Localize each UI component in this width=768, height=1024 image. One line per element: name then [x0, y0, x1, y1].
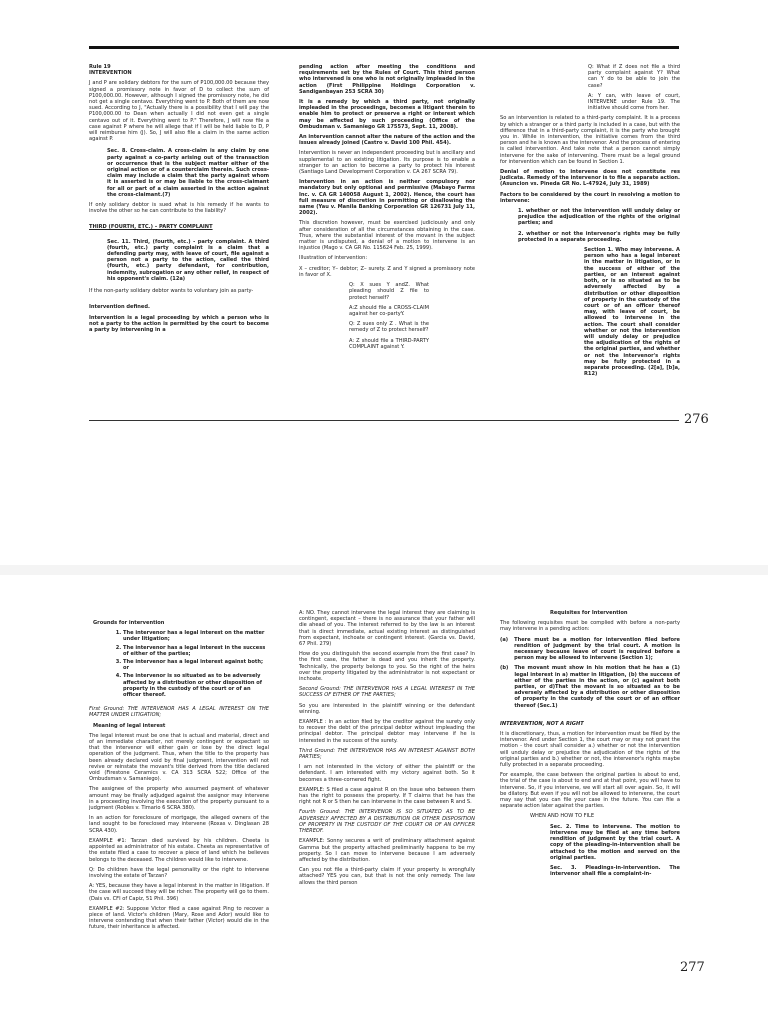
requisite-text: The movant must show in his motion that he has a (1) legal interest in a) matter in litigation, (b) the success of either of the parties in the action, or (c) against both parties, or d)That the movant is so situated as to be adversely affected by a distribution or other disposition of property in the custody of the court or of an officer thereof (Sec.1) [514, 665, 680, 709]
paragraph: I am not interested in the victory of either the plaintiff or the defendant. I am interested with my victory against both. So it becomes a three-cornered fight. [299, 764, 475, 783]
answer: A: Y can, with leave of court, INTERVENE under Rule 19. The initiative should come from her. [588, 92, 680, 112]
paragraph: For example, the case between the original parties is about to end, the trial of the case is about to end and at that point, you will have to intervene. So, if you intervene, we will start all over again. So, it will be dilatory. But even if you will not be allowed to intervene, the court may say that you can file your case in the future. You can file a separate action later against the parties. [500, 772, 680, 810]
section-11-third-party: Sec. 11. Third, (fourth, etc.) - party complaint. A third (fourth, etc.) party complaint is a claim that a defending party may, with leave of court, file against a person not a party to the action, called the third (fourth, etc.) party defendant, for contribution, indemnity, subrogation or any other relief, in respect of his opponent's claim. (12a) [107, 238, 269, 282]
intervention-definition: Intervention is a legal proceeding by which a person who is not a party to the action is permitted by the court to become a party by intervening in a [89, 314, 269, 333]
page2-column-1 [89, 620, 269, 935]
paragraph: An intervention cannot alter the nature of the action and the issues already joined (Castro v. David 100 Phil. 454). [299, 134, 475, 147]
paragraph: If the non-party solidary debtor wants to voluntary join as party- [89, 288, 254, 295]
section-3-pleadings: Sec. 3. Pleadings-in-intervention. The intervenor shall file a complaint-in- [550, 864, 680, 878]
paragraph: The legal interest must be one that is actual and material, direct and of an immediate character, not merely contingent or expectant so that the intervenor will either gain or lose by the direct legal operation of the judgment. Thus, when the title to the property has been already declared void by final judgment, intervention will not revive or reinstate the movant's title derived from the title declared void (Firestone Ceramics v. CA 313 SCRA 522; Office of the Ombudsman v. Samaniego). [89, 732, 269, 783]
second-ground: Second Ground: THE INTERVENOR HAS A LEGAL INTEREST IN THE SUCCESS OF EITHER OF THE PARTIES; [299, 686, 475, 699]
paragraph: A: YES, because they have a legal interest in the matter in litigation. If the case will succeed they will be richer. The property will go to them. (Dais vs. CFI of Capiz, 51 Phil. 396) [89, 883, 269, 902]
page-top-rule [89, 46, 679, 49]
third-party-heading: THIRD (FOURTH, ETC.) – PARTY COMPLAINT [89, 224, 213, 231]
ground-item: 4. The intervenor is so situated as to be adversely affected by a distribution or other disposition of property in the custody of the court or of an officer thereof. [123, 673, 269, 698]
ground-item: 3. The intervenor has a legal interest against both; or [123, 659, 269, 671]
rule-title: INTERVENTION [89, 70, 132, 77]
paragraph: It is a remedy by which a third party, not originally impleaded in the proceedings, becomes a litigant therein to enable him to protect or preserve a right or interest which may be affected by such proceeding (Office of the Ombudsman v. Samaniego GR 175573, Sept. 11, 2008). [299, 99, 475, 130]
page2-column-3 [500, 610, 680, 881]
section-2-time-to-intervene: Sec. 2. Time to intervene. The motion to intervene may be filed at any time before rendition of judgment by the trial court. A copy of the pleading-in-intervention shall be attached to the motion and served on the original parties. [550, 823, 680, 861]
when-how-heading: WHEN AND HOW TO FILE [530, 813, 595, 820]
grounds-heading: Grounds for intervention [93, 620, 165, 626]
requisites-heading: Requisites for Intervention [550, 610, 628, 616]
page1-column-2 [299, 64, 475, 354]
paragraph: So an intervention is related to a third-party complaint. It is a process by which a stranger or a third party is included in a case, but with the difference that in a third-party complaint, it is the party who brought you in. While in intervention, the initiative comes from the third person and he is known as the intervenor. And the process of entering is called intervention. And take note that a person cannot simply intervene for the sake of intervening. There must be a legal ground for intervention which can be found in Section 1. [500, 115, 680, 165]
paragraph: EXAMPLE: S filed a case against R on the issue who between them has the right to possess the property. If T claims that he has the right not R or S then he can intervene in the case between R and S. [299, 786, 475, 806]
page-gap [0, 565, 768, 575]
page2-column-2 [299, 610, 475, 890]
third-ground: Third Ground: THE INTERVENOR HAS AN INTEREST AGAINST BOTH PARTIES; [299, 747, 475, 761]
paragraph: Can you not file a third-party claim if your property is wrongfully attached? YES you can, but that is not the only remedy. The law allows the third person [299, 867, 475, 886]
paragraph: Intervention in an action is neither compulsory nor mandatory but only optional and permissive (Mabayo Farms Inc. v. CA GR 140058 August 1, 2002). Hence, the court has full measure of discretion in permitting or disallowing the same (Yau v. Manila Banking Corporation GR 126731 July 11, 2002). [299, 179, 475, 217]
paragraph: EXAMPLE #2: Suppose Victor filed a case against Ping to recover a piece of land. Victor's children (Mary, Rose and Ador) would like to intervene contending that when their father (Victor) would die in the future, their inheritance is affected. [89, 905, 269, 931]
not-a-right-heading: INTERVENTION, NOT A RIGHT [500, 720, 584, 727]
paragraph: J and P are solidary debtors for the sum of P100,000.00 because they signed a promissory note in favor of D to collect the sum of P100,000.00. However, although I signed the promissory note, he did not get a single centavo. Everything went to P. Both of them are now sued. According to J, "Actually there is a possibility that I will pay the P100,000.00 to Dean when actually I did not even get a single centavo out of it. Everything went to P." Therefore, J will now file a case against P where he will allege that if I will be held liable to D, P will reimburse him (J). So, J will also file a claim in the same action against P. [89, 80, 269, 143]
paragraph: How do you distinguish the second example from the first case? In the first case, the father is dead and you inherit the property. Technically, the property belongs to you. So the right of the heirs over the property litigated by the administrator is not expectant or inchoate. [299, 651, 475, 683]
ground-item: 1. The intervenor has a legal interest on the matter under litigation; [123, 630, 269, 642]
page-277 [0, 590, 768, 1024]
page1-column-3 [500, 64, 680, 381]
paragraph: The following requisites must be complied with before a non-party may intervene in a pending action: [500, 620, 680, 633]
paragraph: Denial of motion to intervene does not constitute res judicata. Remedy of the intervenor is to file a separate action. (Asuncion vs. Pineda GR No. L-47924, July 31, 1989) [500, 169, 680, 188]
paragraph: Factors to be considered by the court in resolving a motion to intervene: [500, 191, 680, 204]
meaning-heading: Meaning of legal interest [93, 722, 166, 729]
section-1-who-may-intervene: Section 1. Who may intervene. A person who has a legal interest in the matter in litigation, or in the success of either of the parties, or an interest against both, or is so situated as to be adversely affected by a distribution or other disposition of property in the custody of the court or of an officer thereof may, with leave of court, be allowed to intervene in the action. The court shall consider whether or not the intervention will unduly delay or prejudice the adjudication of the rights of the original parties, and whether or not the intervenor's rights may be fully protected in a separate proceeding. (2[a], [b]a, R12) [584, 247, 680, 378]
factor-2: 2. whether or not the intervenor's rights may be fully protected in a separate proceeding. [518, 230, 680, 243]
requisite-label: (a) [500, 636, 509, 643]
paragraph: EXAMPLE: Sonny secures a writ of preliminary attachment against Gamma but the property attached preliminarily happens to be my property. So I can move to intervene because I am adversely affected by the distribution. [299, 838, 475, 863]
paragraph: This discretion however, must be exercised judiciously and only after consideration of all the circumstances obtaining in the case. Thus, where the substantial interest of the movant in the subject matter is undisputed, a denial of a motion to intervene is an injustice (Mago v. CA GR No. 115624 Feb. 25, 1999). [299, 220, 475, 252]
paragraph: The assignee of the property who assumed payment of whatever amount may be finally adjudged against the assignor may intervene in a proceeding involving the execution of the property pursuant to a judgment (Robles v. Timario 6 SCRA 380). [89, 786, 269, 812]
paragraph: A: NO. They cannot intervene the legal interest they are claiming is contingent, expectant – there is no assurance that your father will die ahead of you. The interest referred to by the law is an interest that is direct immediate, actual existing interest as distinguished from expectant, inchoate or contingent interest. (Garcia vs. David, 67 Phil. 279) [299, 610, 475, 648]
rule-number: Rule 19 [89, 64, 111, 70]
paragraph: So you are interested in the plaintiff winning or the defendant winning. [299, 702, 475, 715]
factor-1: 1. whether or not the intervention will unduly delay or prejudice the adjudication of the rights of the original parties; and [518, 208, 680, 227]
paragraph: It is discretionary, thus, a motion for intervention must be filed by the intervenor. And under Section 1, the court may or may not grant the motion - the court shall consider a.) whether or not the intervention will unduly delay or prejudice the adjudication of the rights of the original parties and b.) whether or not, the intervenor's rights maybe fully protected in a separate proceeding. [500, 731, 680, 769]
requisite-b [500, 665, 680, 712]
paragraph: pending action after meeting the conditions and requirements set by the Rules of Court. This third person who intervened is one who is not originally impleaded in the action (First Philippine Holdings Corporation v. Sandiganbayan 253 SCRA 30) [299, 64, 475, 95]
first-ground: First Ground: THE INTERVENOR HAS A LEGAL INTEREST ON THE MATTER UNDER LITIGATION; [89, 706, 269, 719]
paragraph: X – creditor; Y– debtor; Z– surety. Z and Y signed a promissory note in favor of X. [299, 265, 475, 278]
question: Q: What if Z does not file a third party complaint against Y? What can Y do to be able to join the case? [588, 64, 680, 89]
section-8-cross-claim: Sec. 8. Cross-claim. A cross-claim is any claim by one party against a co-party arising out of the transaction or occurrence that is the subject matter either of the original action or of a counterclaim therein. Such cross-claim may include a claim that the party against whom it is asserted is or may be liable to the cross-claimant for all or part of a claim asserted in the action against the cross-claimant.(7) [107, 148, 269, 198]
ground-item: 2. The intervenor has a legal interest in the success of either of the parties; [123, 645, 269, 657]
page1-column-1 [89, 64, 269, 337]
paragraph: EXAMPLE #1: Tarzan died survived by his children. Cheeta is appointed as administrator of his estate. Cheeta as representative of the estate filed a case to recover a piece of land which he believes belongs to the deceased. The children would like to intervene. [89, 837, 269, 863]
footer-rule [89, 420, 679, 421]
paragraph: Illustration of intervention: [299, 255, 368, 262]
paragraph: EXAMPLE : In an action filed by the creditor against the surety only to recover the debt of the principal debtor without impleading the principal debtor. The principal debtor may intervene if he is interested in the success of the surety. [299, 719, 475, 744]
requisite-a [500, 637, 680, 666]
answer: A: Z should file a THIRD-PARTY COMPLAINT against Y. [349, 337, 429, 350]
page-number: 276 [684, 412, 709, 427]
answer: A:Z should file a CROSS-CLAIM against her co-partyY. [349, 304, 429, 317]
paragraph: In an action for foreclosure of mortgage, the alleged owners of the land sought to be foreclosed may intervene (Roxas v. Dinglasan 28 SCRA 430). [89, 815, 269, 834]
paragraph: Intervention is never an independent proceeding but is ancillary and supplemental to an existing litigation. Its purpose is to enable a stranger to an action to become a party to protect his interest (Santiago Land Development Corporation v. CA 267 SCRA 79). [299, 150, 475, 176]
requisite-text: There must be a motion for intervention filed before rendition of judgment by the trial court. A motion is necessary because leave of court is required before a person may be allowed to intervene (Section 1); [514, 636, 680, 662]
page-number: 277 [680, 960, 705, 975]
paragraph: Q: Do children have the legal personality or the right to intervene involving the estate of Tarzan? [89, 866, 269, 879]
requisite-label: (b) [500, 665, 509, 672]
grounds-list [89, 630, 269, 698]
question: Q: Z sues only Z . What is the remedy of Z to protect herself? [349, 321, 429, 334]
intervention-defined-heading: Intervention defined. [89, 304, 150, 311]
fourth-ground: Fourth Ground: THE INTERVENOR IS SO SITUATED AS TO BE ADVERSELY AFFECTED BY A DISTRIBUTION OR OTHER DISPOSITION OF PROPERTY IN THE CUSTODY OF THE COURT OR OF AN OFFICER THEREOF. [299, 809, 475, 835]
paragraph: If only solidary debtor is sued what is his remedy if he wants to involve the other so he can contribute to the liability? [89, 202, 269, 215]
question: Q: X sues Y andZ. What pleading should Z file to protect herself? [349, 282, 429, 301]
